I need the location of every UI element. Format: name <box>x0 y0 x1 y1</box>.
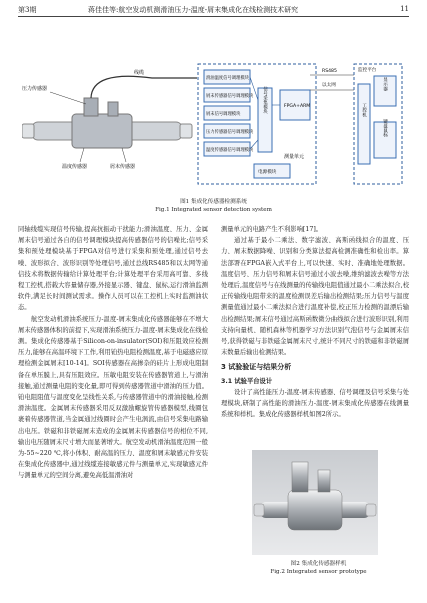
measure-unit-label: 测量单元 <box>284 154 305 160</box>
running-title: 蒋佳佳等:航空发动机测滑油压力-温度-屑末集成化在线检测技术研究 <box>88 6 299 14</box>
keyboard-box: 键盘鼠标 <box>382 118 388 138</box>
issue-label: 第3期 <box>18 6 37 14</box>
section-heading: 3 试验验证与结果分析 <box>221 363 292 372</box>
module-debris-sensor: 屑末传感器信号调理模块 <box>206 94 254 99</box>
module-temperature: 温度传感器信号调理模块 <box>206 148 254 153</box>
figure-1-caption-en: Fig.1 Integrated sensor detection system <box>155 207 272 213</box>
label-debris-sensor: 屑末传感器 <box>110 164 136 170</box>
ethernet-label: 以太网 <box>322 83 336 88</box>
figure-1-caption-cn: 图1 集成化传感器检测系统 <box>180 199 247 205</box>
column-right <box>221 224 409 420</box>
subsection-heading: 3.1 试验平台设计 <box>221 377 273 385</box>
signal-acq-module: 信号采集模块 <box>262 86 268 114</box>
page-header <box>18 4 409 17</box>
paragraph: 测量单元的电路产生不利影响[17]。 <box>221 226 323 233</box>
label-pressure-sensor: 压力传感器 <box>22 86 48 92</box>
column-left <box>18 224 208 482</box>
paragraph: 通过基于最小二乘法、数字滤波、高斯函线拟合的温度、压力、屑末数据降噪、识别和分类算法提高检测准确性和检出率。算法部署在FPGA嵌入式平台上,可以快速、实时、准确地处理数据。温度信号、压力信号和屑末信号通过小波去噪,维纳滤波去噪等方法处理后,温度信号与在线测量的传输线电阻值通过最小二乘法拟合,校正传输线电阻带来的温度检测误差后输出检测结果;压力信号与温度测量值通过最小二乘法拟合进行温度补偿,校正压力检测的温漂后输出检测结果;屑末信号通过高斯函数微分曲线拟合进行波形识别,利用支持向量机、随机森林等机器学习方法识别气泡信号与金属屑末信号,获得铁磁与非铁磁金属屑末尺寸,统计不同尺寸的铁磁和非铁磁屑末数量后输出检测结果。 <box>221 237 409 357</box>
module-oil-temp: 滑油温度信号调理模块 <box>206 76 249 81</box>
ipc-box: 工控机 <box>361 103 367 117</box>
sensor-assembly <box>22 98 192 148</box>
paragraph: 航空发动机滑油系统压力-温度-屑末集成化传感器能够在不增大屑末传感器体积的前提下,实现滑油系统压力-温度-屑末集成化在线检测。集成化传感器基于Silicon-on-insulator(SOI)和压阻效应检测压力,能够在高温环境下工作,利用铂热电阻检测温度,基于电磁感应原理检测金属屑末[10-14]。SOI传感器在高掺杂的硅片上形成电阻制备在单压膜上,具有压阻效应。压敏电阻安装在传感器管道上,与滑油接触,通过测量电阻的变化量,即可得到传感器管道中滑油的压力值。铂电阻阻值与温度变化呈线性关系,与传感器管道中的滑油接触,检测滑油温度。金属屑末传感器采用反双激励螺旋管传感器模型,线圈包裹着传感器管道,当金属通过线圈时会产生电涡流,由信号采集电路输出电压。铁磁和非铁磁屑末造成的金属屑末传感器信号的相位不同,输出电压随屑末尺寸增大而显著增大。航空发动机滑油温度范围一般为-55~220 ℃,将小体积、耐高温的压力、温度和屑末敏感元件安装在集成化传感器中,通过线缆连接敏感元件与测量单元,实现敏感元件与测量单元的空间分离,避免高低温滑油对 <box>18 315 208 480</box>
figure-2-prototype-photo <box>252 450 378 555</box>
label-cable: 线缆 <box>134 70 145 76</box>
fpga-arm-module: FPGA+ARM <box>284 104 311 109</box>
module-pressure: 压力传感器信号调理模块 <box>206 130 254 135</box>
host-platform-label: 监控平台 <box>358 68 377 73</box>
figure-1-diagram <box>22 60 405 197</box>
power-module: 电源模块 <box>258 170 277 175</box>
paragraph: 同轴线缆实现信号传输,提高抗振动干扰能力;滑油温度、压力、金属屑末信号通过各自的信号调理模块提高传感器信号的信噪比;信号采集和预处理模块基于FPGA对信号进行采集和预处理,通过信号去噪、波形拟合、波形识别等处理信号,通过总线RS485和以太网等通信技术将数据传输给计算处理平台;计算处理平台采用高可靠、多线程工控机,搭载大容量储存器,外接显示器、键盘、鼠标,运行滑油监测软件,满足长时间测试需求。操作人员可以在工控机上实时监测油状态。 <box>18 226 208 312</box>
module-debris-signal: 屑末信号调理模块 <box>206 112 241 117</box>
paragraph: 设计了高性能压力-温度-屑末传感器、信号调理及信号采集与处理模块,研制了高性能的滑油压力-温度-屑末集成化传感器在线测量系统和样机。集成化传感器样机如图2所示。 <box>221 388 409 419</box>
figure-2-caption-en: Fig.2 Integrated sensor prototype <box>270 569 367 575</box>
figure-2-caption-cn: 图2 集成化传感器样机 <box>290 561 347 567</box>
conditioning-modules <box>204 70 254 156</box>
rs485-label: RS485 <box>322 69 337 74</box>
display-box: 显示器 <box>382 77 388 91</box>
label-temp-sensor: 温度传感器 <box>62 164 88 170</box>
page-number: 11 <box>400 5 409 13</box>
